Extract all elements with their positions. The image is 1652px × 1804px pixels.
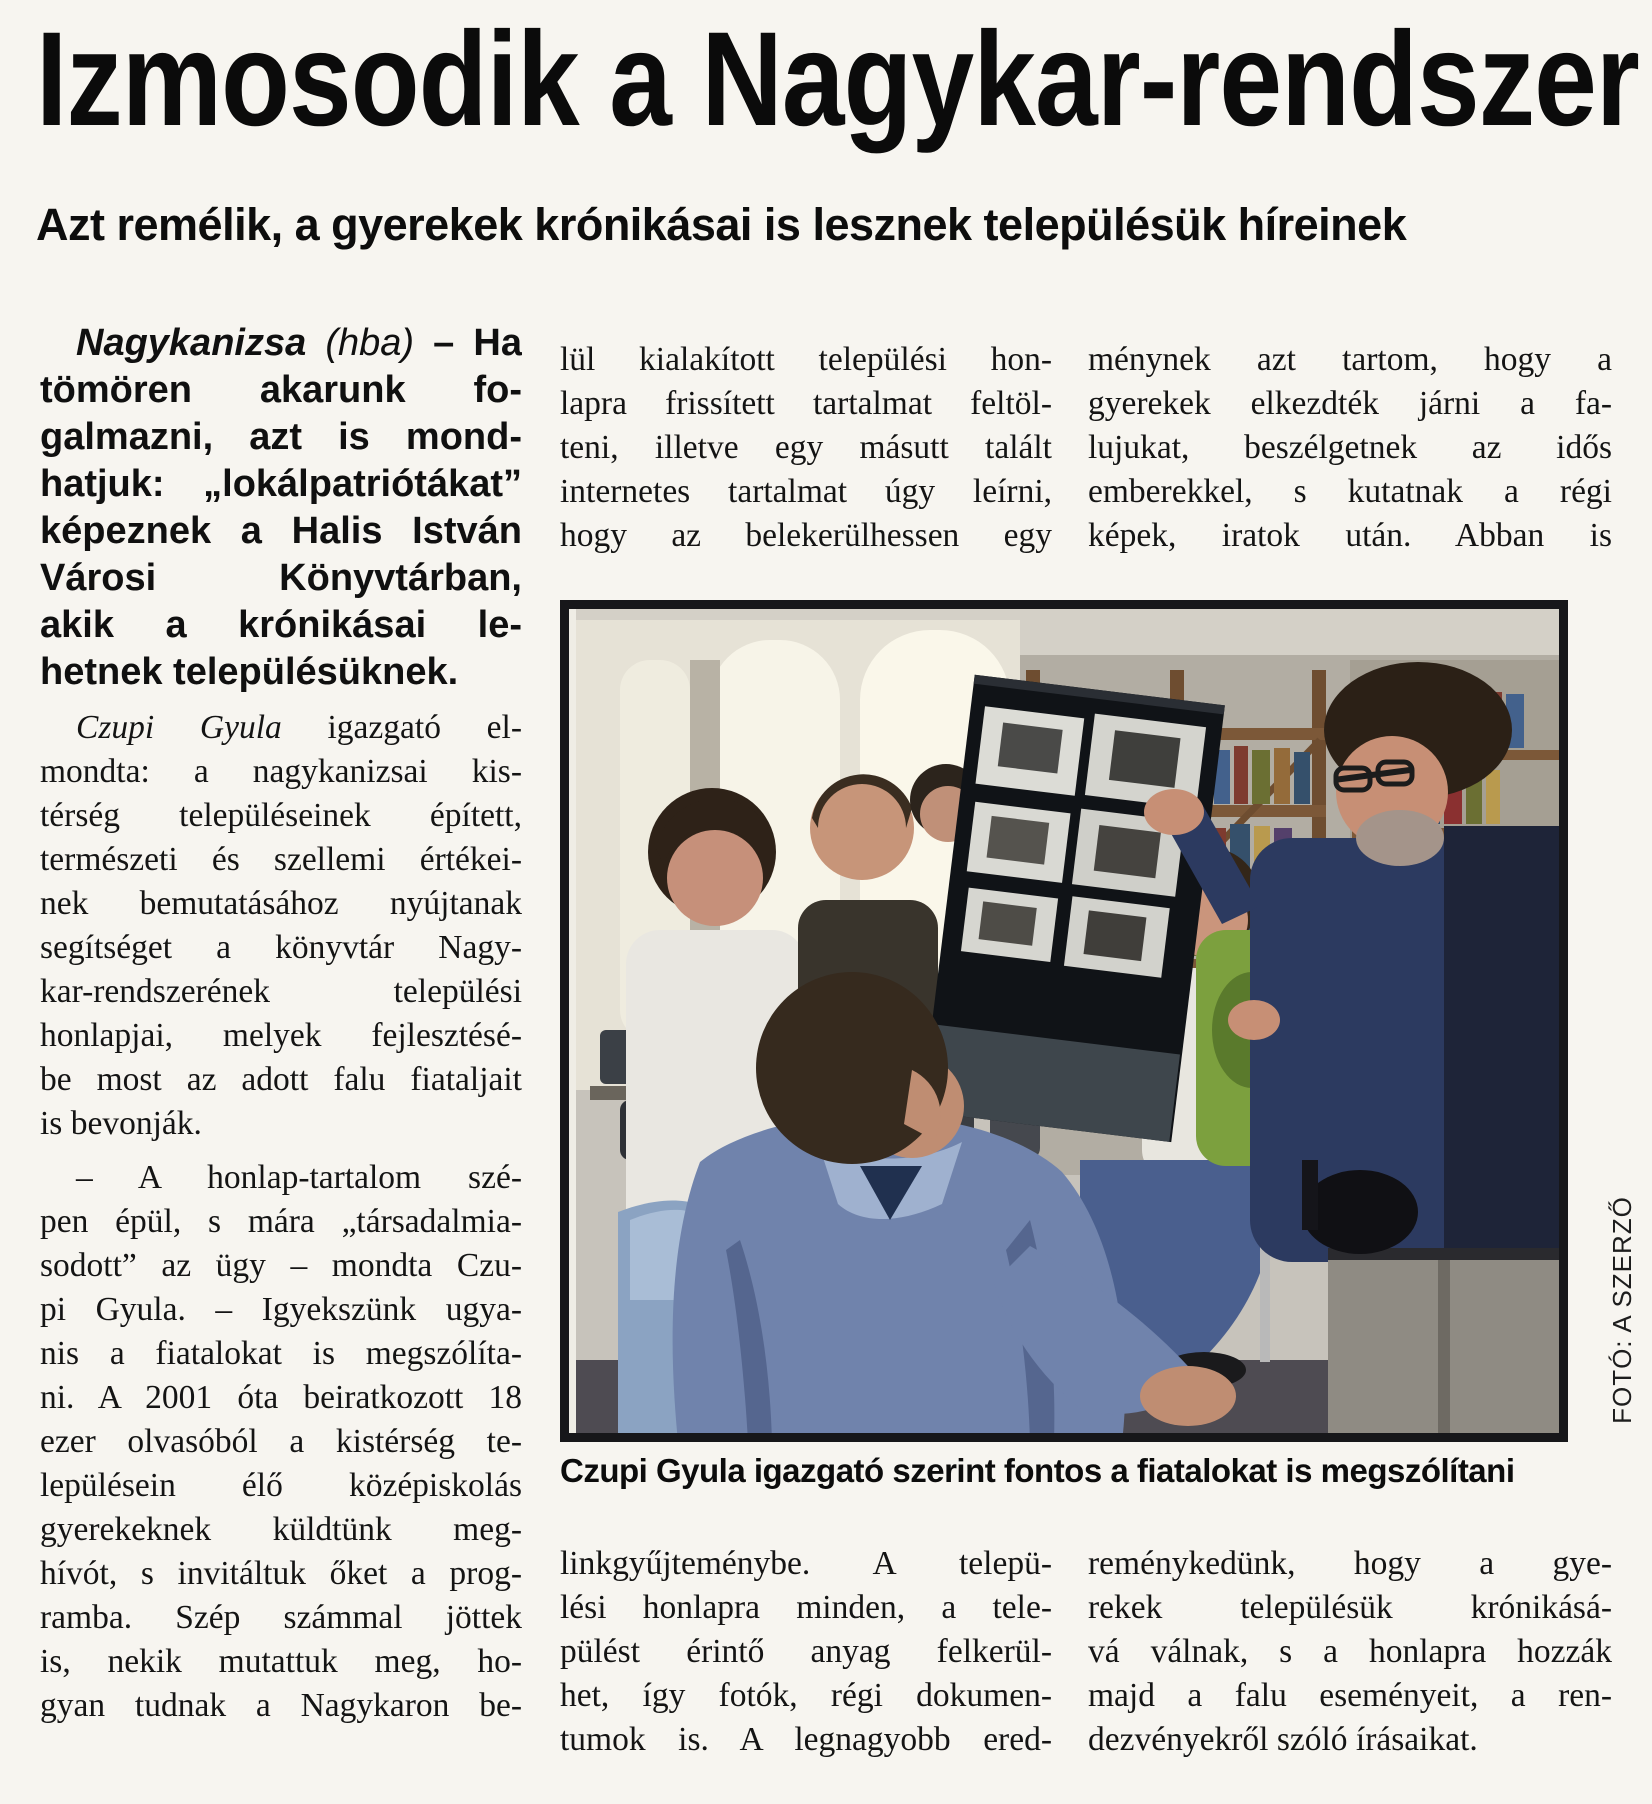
third-paragraph: – A honlap-tartalom szé- pen épül, s mára „társadalmia- sodott” az ügy – mondta Czu- pi Gyula. – Igyekszünk ugya- nis a fiatalokat is megszólíta- ni. A 2001 óta beiratkozott 18 ezer olvasóból a kistérség te- lepülésein élő középiskolás gyerekeknek küldtünk meg- hívót, s invitáltuk őket a prog- ramba. Szép számmal jöttek is, nekik mutattuk meg, ho- gyan tudnak a Nagykaron be- [40,1159,522,1724]
second-paragraph-first-line [40,706,522,750]
dateline-byline: (hba) [325,322,415,364]
second-paragraph [40,706,522,1146]
photo-credit: FOTÓ: A SZERZŐ [1607,1196,1637,1424]
photo-board [921,675,1225,1142]
column-1 [40,320,522,1738]
article-photo [560,600,1568,1442]
dateline-line [40,320,522,367]
lead-paragraph [40,320,522,696]
second-paragraph-lines: mondta: a nagykanizsai kis- térség településeinek épített, természeti és szellemi értékei- nek bemutatásához nyújtanak segítséget a könyvtár Nagy- kar-rendszerének települési honlapjai, melyek fejlesztésé- be most az adott falu fiataljait is bevonják. [40,753,522,1142]
column-3-top: ménynek azt tartom, hogy a gyerekek elkezdték járni a fa- lujukat, beszélgetnek az idős emberekkel, s kutatnak a régi képek, iratok után. Abban is [1088,341,1612,554]
column-2-bottom: linkgyűjteménybe. A telepü- lési honlapra minden, a tele- pülést érintő anyag felkerül- het, így fotók, régi dokumen- tumok is. A legnagyobb ered- [560,1545,1052,1758]
photo-caption: Czupi Gyula igazgató szerint fontos a fiatalokat is megszólítani [560,1452,1515,1489]
lead-opening-words: – Ha [433,322,522,364]
column-3-bottom: reménykedünk, hogy a gye- rekek településük krónikásá- vá válnak, s a honlapra hozzák majd a falu eseményeit, a ren- dezvényekről szóló írásaikat. [1088,1545,1612,1758]
headline: Izmosodik a Nagykar-rendszer [36,5,1639,154]
lead-paragraph-lines: tömören akarunk fo- galmazni, azt is mond- hatjuk: „lokálpatriótákat” képeznek a Halis István Városi Könyvtárban, akik a krónikásai le- hetnek településüknek. [40,369,522,693]
person-name: Czupi Gyula [76,709,282,746]
column-2-top: lül kialakított települési hon- lapra frissített tartalmat feltöl- teni, illetve egy másutt talált internetes tartalmat úgy leírni, hogy az belekerülhessen egy [560,341,1052,554]
second-paragraph-first-line-rest: igazgató el- [327,709,522,746]
subheadline: Azt remélik, a gyerekek krónikásai is lesznek településük híreinek [36,199,1407,250]
dateline-location: Nagykanizsa [76,322,307,364]
